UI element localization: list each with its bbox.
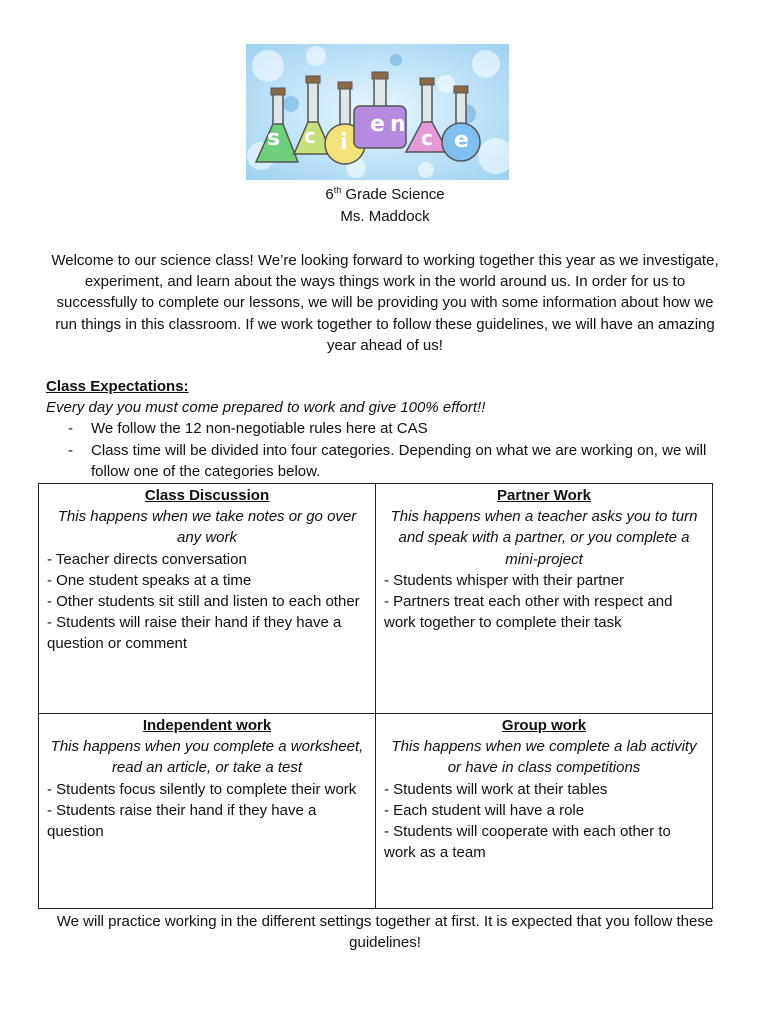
course-title	[0, 186, 770, 203]
category-item: - Students whisper with their partner	[384, 571, 625, 589]
category-description: This happens when you complete a worksheet, read an article, or take a test	[50, 738, 364, 777]
category-description: This happens when we complete a lab activity or have in class competitions	[391, 738, 697, 777]
category-item: - Students will raise their hand if they have a question or comment	[47, 614, 342, 653]
category-independent-work	[39, 714, 376, 909]
dash-bullet: -	[68, 420, 73, 438]
logo-letter: e	[454, 128, 469, 153]
categories-table	[38, 483, 713, 909]
logo-letter: e	[370, 112, 385, 137]
class-expectations	[46, 376, 736, 482]
category-item: - Each student will have a role	[384, 801, 585, 819]
logo-letter: c	[304, 124, 316, 148]
logo-letter: c	[421, 126, 433, 150]
category-item: - Partners treat each other with respect and work together to complete their task	[384, 593, 673, 632]
category-partner-work	[376, 484, 713, 714]
logo-letter: n	[390, 112, 406, 137]
welcome-paragraph: Welcome to our science class! We’re looking forward to working together this year as we investigate, experiment, and learn about the ways things work in the world around us. In order for us to successfully to complete our lessons, we will be providing you with some information about how we run things in this classroom. If we work together to follow these guidelines, we will have an amazing year ahead of us!	[51, 252, 719, 354]
category-group-work	[376, 714, 713, 909]
category-item: - Students will work at their tables	[384, 780, 608, 798]
list-item	[46, 418, 736, 439]
category-class-discussion	[39, 484, 376, 714]
table-row	[39, 484, 713, 714]
teacher-name: Ms. Maddock	[340, 208, 430, 225]
logo-letters	[246, 44, 509, 180]
grade-number: 6	[325, 186, 334, 203]
category-title: Class Discussion	[144, 487, 270, 504]
list-item-text: Class time will be divided into four categories. Depending on what we are working on, we will follow one of the categories below.	[91, 441, 707, 480]
category-item: - Students will cooperate with each other to work as a team	[384, 823, 671, 862]
category-item: - Other students sit still and listen to each other	[47, 593, 360, 611]
closing-paragraph: We will practice working in the different settings together at first. It is expected that you follow these guidelines!	[56, 913, 714, 952]
table-row	[39, 714, 713, 909]
grade-title-text: Grade Science	[341, 186, 445, 203]
category-description: This happens when we take notes or go over any work	[57, 508, 357, 547]
category-title: Partner Work	[497, 487, 591, 504]
category-title: Independent work	[142, 717, 272, 734]
logo-letter: s	[267, 126, 281, 151]
list-item-text: We follow the 12 non-negotiable rules here at CAS	[91, 420, 428, 438]
category-description: This happens when a teacher asks you to turn and speak with a partner, or you complete a mini-project	[390, 508, 698, 568]
logo-letter: i	[340, 130, 348, 155]
grade-suffix: th	[333, 185, 342, 195]
dash-bullet: -	[68, 441, 73, 459]
category-item: - Students focus silently to complete their work	[47, 780, 357, 798]
list-item	[46, 440, 736, 482]
category-item: - One student speaks at a time	[47, 571, 252, 589]
expectations-title: Class Expectations:	[46, 378, 189, 395]
category-title: Group work	[501, 717, 587, 734]
category-item: - Students raise their hand if they have a question	[47, 801, 317, 841]
expectations-subtitle: Every day you must come prepared to work and give 100% effort!!	[46, 399, 486, 417]
category-item: - Teacher directs conversation	[47, 550, 247, 568]
science-logo	[246, 44, 509, 180]
expectations-list	[46, 418, 736, 482]
